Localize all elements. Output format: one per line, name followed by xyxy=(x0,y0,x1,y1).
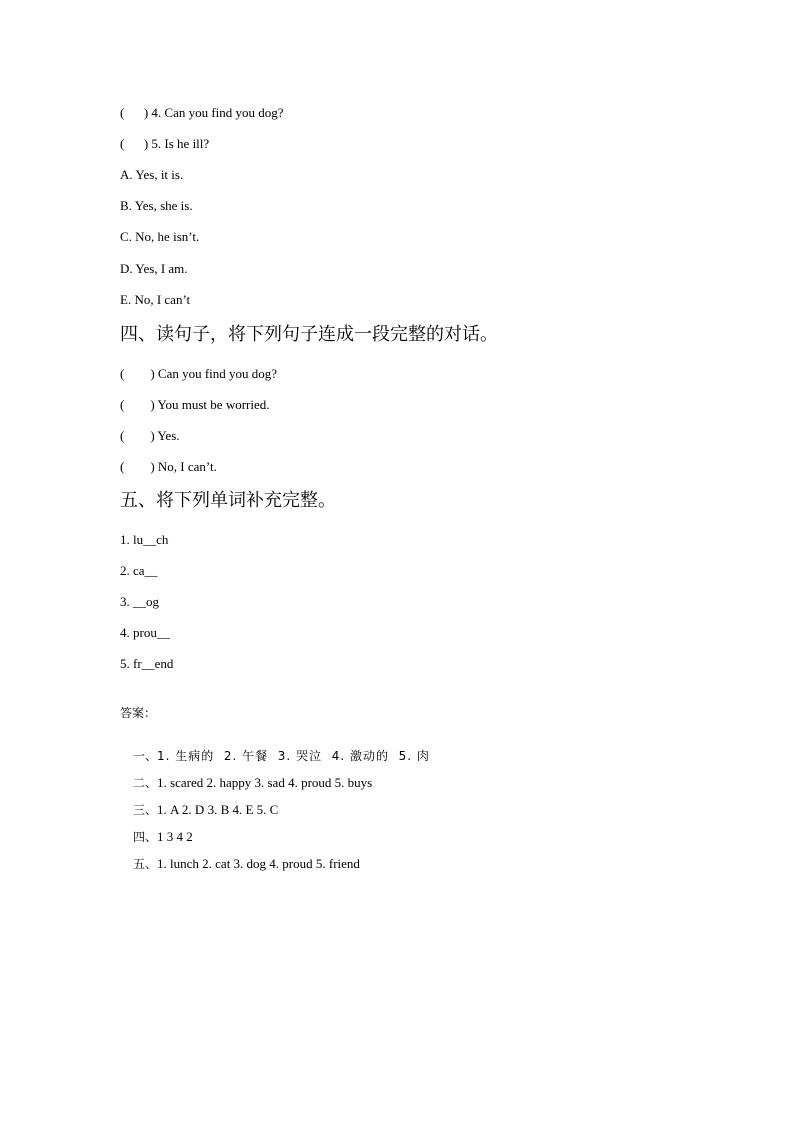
answer-text: 1. scared 2. happy 3. sad 4. proud 5. buys xyxy=(157,775,373,790)
answer-text: 1 3 4 2 xyxy=(157,829,193,844)
answer-prefix: 二、 xyxy=(133,776,158,790)
option-e: E. No, I can’t xyxy=(120,292,191,307)
answer-text: 1. 生病的 2. 午餐 3. 哭泣 4. 激动的 5. 肉 xyxy=(157,749,430,763)
question-4: ( ) 4. Can you find you dog? xyxy=(120,105,284,120)
dialogue-item: ( ) Can you find you dog? xyxy=(120,366,278,381)
answer-prefix: 五、 xyxy=(133,857,158,871)
dialogue-item: ( ) You must be worried. xyxy=(120,397,270,412)
word-item: 3. __og xyxy=(120,594,159,609)
option-c: C. No, he isn’t. xyxy=(120,229,200,244)
answer-prefix: 三、 xyxy=(133,803,158,817)
answers-label: 答案： xyxy=(120,706,157,720)
answer-prefix: 四、 xyxy=(133,830,158,844)
word-item: 2. ca__ xyxy=(120,563,158,578)
answer-line-5 xyxy=(120,840,360,888)
question-5: ( ) 5. Is he ill? xyxy=(120,136,210,151)
word-item: 4. prou__ xyxy=(120,625,170,640)
section-5-title: 五、将下列单词补充完整。 xyxy=(120,490,336,511)
dialogue-item: ( ) Yes. xyxy=(120,428,180,443)
answer-text: 1. lunch 2. cat 3. dog 4. proud 5. friend xyxy=(157,856,360,871)
word-item: 5. fr__end xyxy=(120,656,174,671)
word-item: 1. lu__ch xyxy=(120,532,169,547)
answer-text: 1. A 2. D 3. B 4. E 5. C xyxy=(157,802,279,817)
answer-prefix: 一、 xyxy=(133,749,158,763)
option-a: A. Yes, it is. xyxy=(120,167,184,182)
dialogue-item: ( ) No, I can’t. xyxy=(120,459,217,474)
option-b: B. Yes, she is. xyxy=(120,198,193,213)
option-d: D. Yes, I am. xyxy=(120,261,188,276)
section-4-title: 四、读句子，将下列句子连成一段完整的对话。 xyxy=(120,324,498,345)
